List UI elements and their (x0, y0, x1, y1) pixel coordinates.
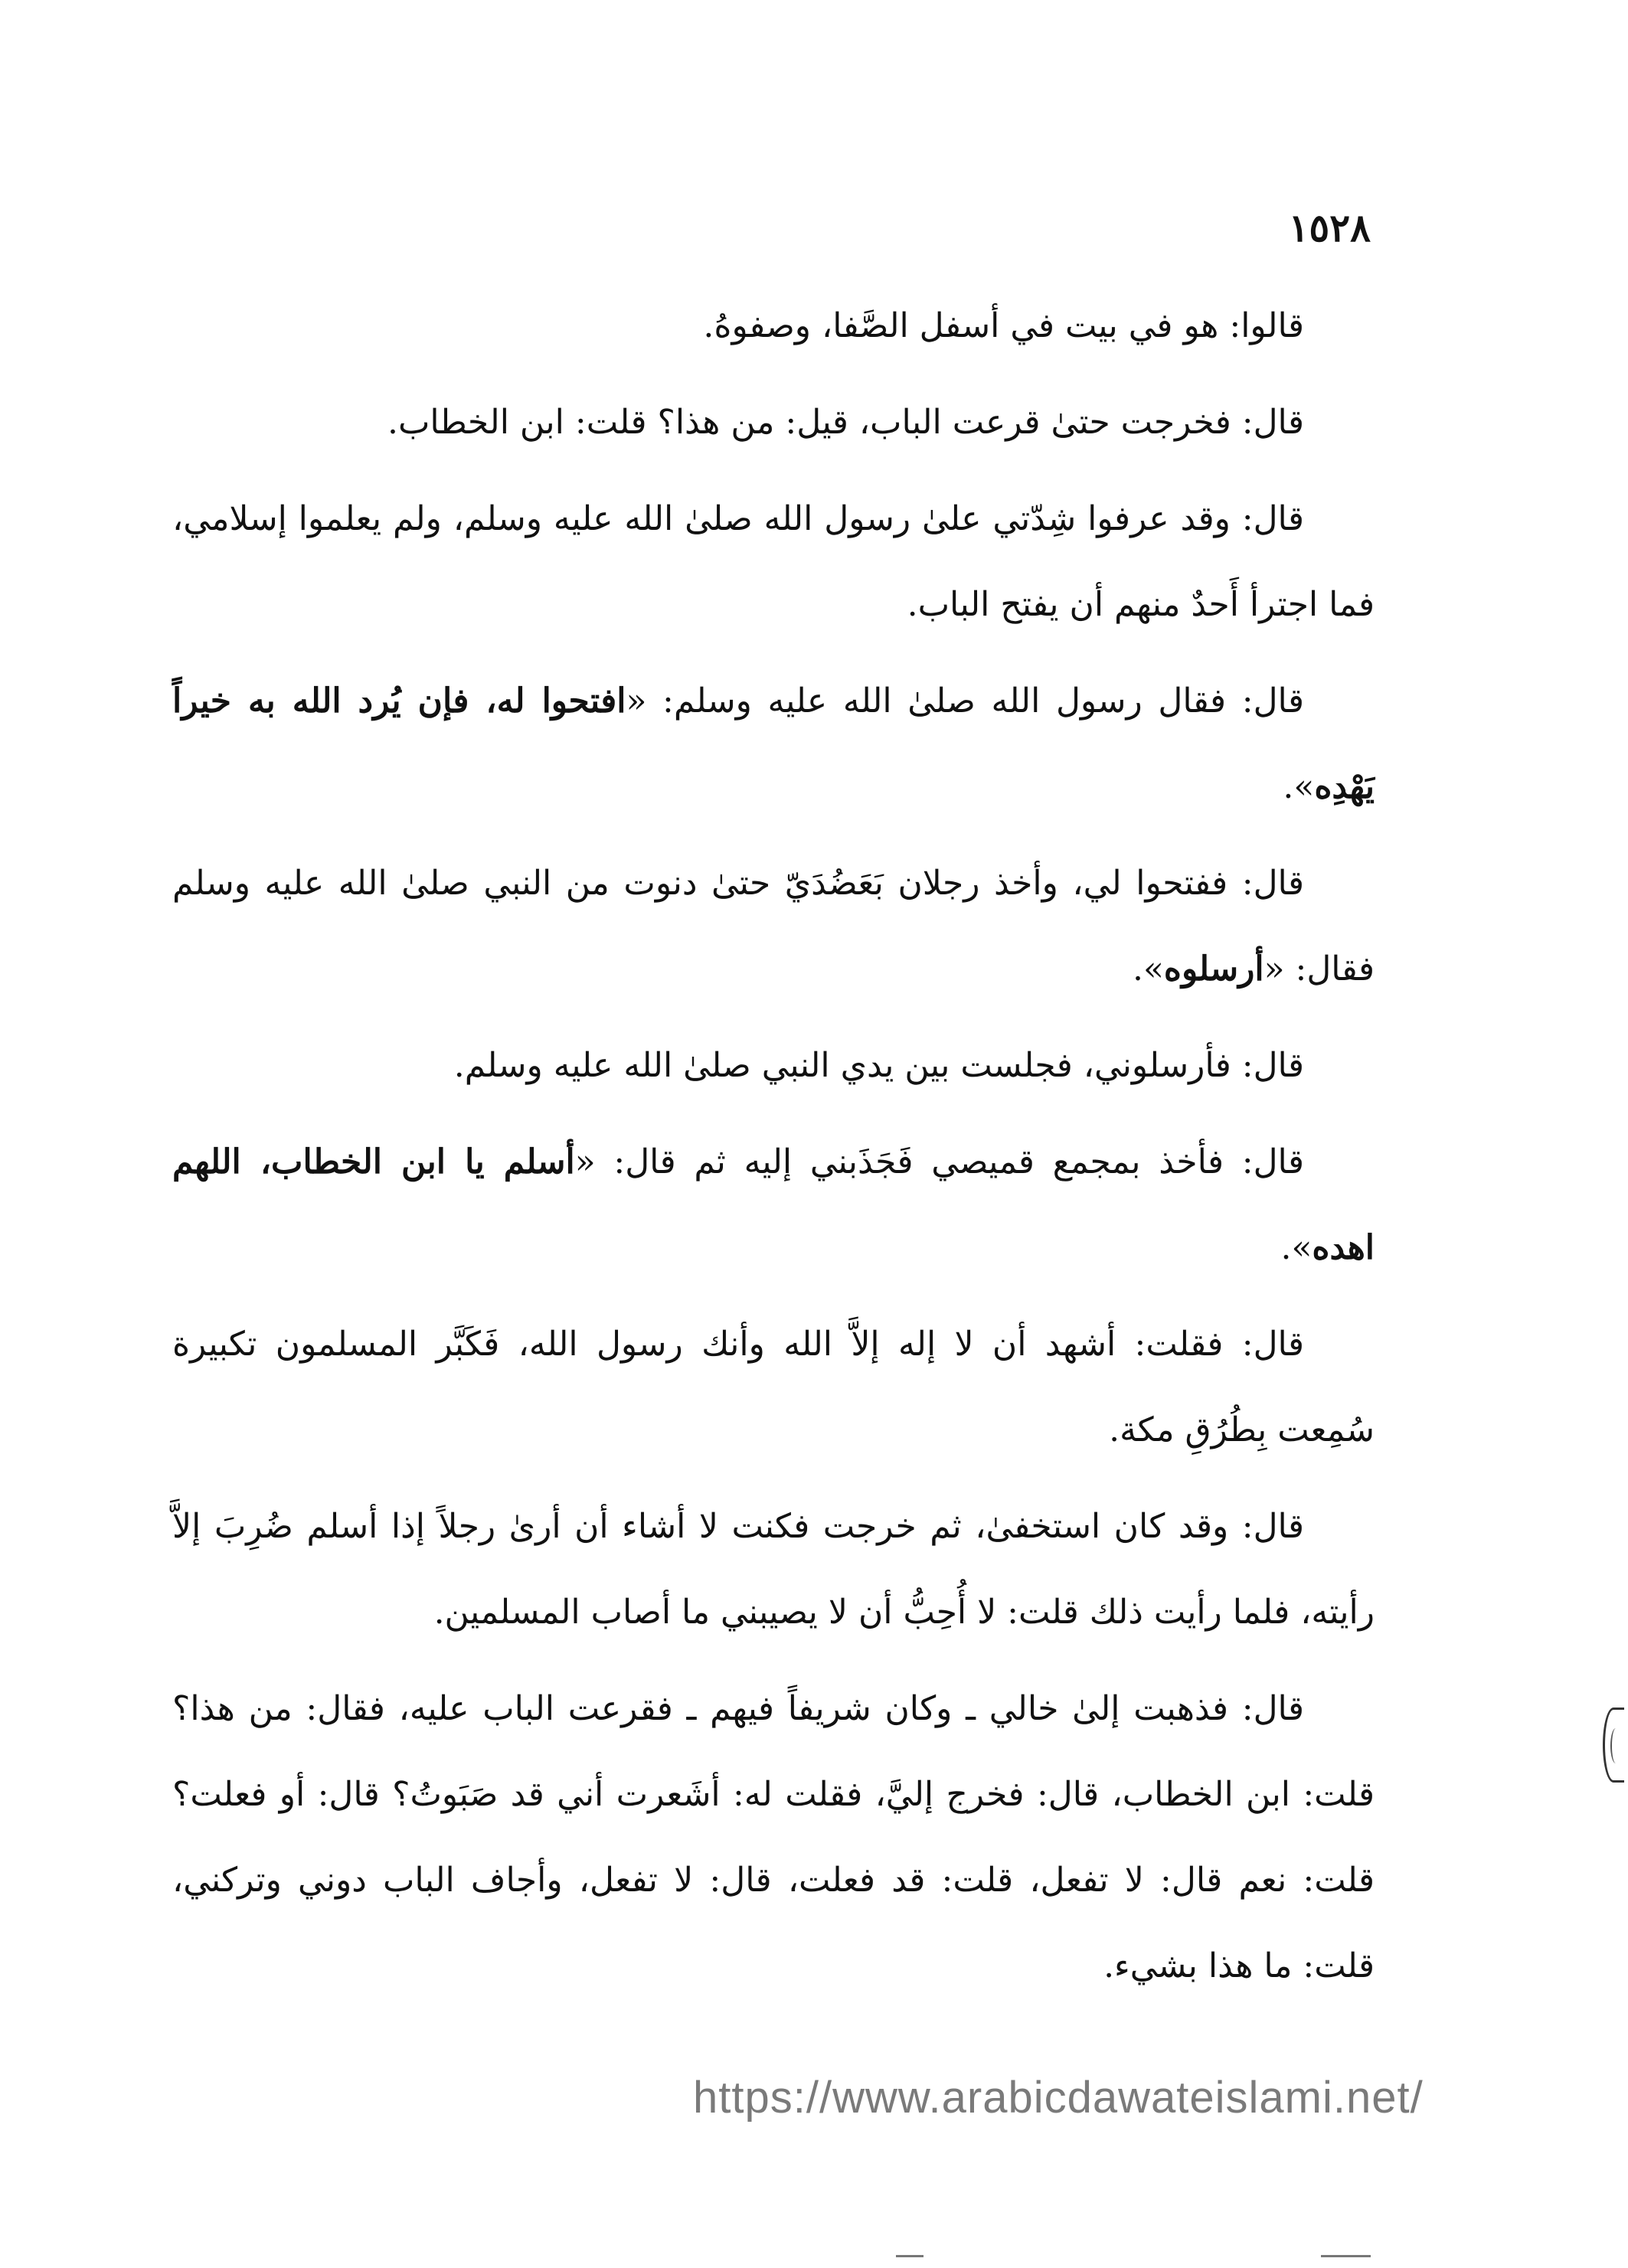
paragraph (172, 1119, 1375, 1291)
paragraph-text: قال: فقلت: أشهد أن لا إله إلاَّ الله وأنك رسول الله، فَكَبَّر المسلمون تكبيرة سُمِعت بِطُرُقِ مكة. (172, 1325, 1375, 1449)
paragraph-text: قال: وقد كان استخفىٰ، ثم خرجت فكنت لا أشاء أن أرىٰ رجلاً إذا أسلم ضُرِبَ إلاَّ رأيته، فلما رأيت ذلك قلت: لا أُحِبُّ أن لا يصيبني ما أصاب المسلمين. (172, 1507, 1375, 1632)
paragraph-text: ». (1280, 1228, 1313, 1267)
bottom-edge-marks (896, 2255, 1371, 2263)
quoted-hadith-text: افتحوا له، فإن يُرد الله به خيراً يَهْدِه (172, 681, 1375, 806)
paragraph (172, 659, 1375, 830)
body-text (172, 283, 1375, 2020)
paragraph (172, 1666, 1375, 2009)
paragraph (172, 1302, 1375, 1473)
paragraph-text: قال: وقد عرفوا شِدّتي علىٰ رسول الله صلىٰ الله عليه وسلم، ولم يعلموا إسلامي، فما اجترأ أَحدٌ منهم أن يفتح الباب. (172, 499, 1375, 624)
paragraph-text: ». (1283, 767, 1315, 806)
paragraph-text: قال: فذهبت إلىٰ خالي ـ وكان شريفاً فيهم ـ فقرعت الباب عليه، فقال: من هذا؟ قلت: ابن الخطاب، قال: فخرج إليَّ، فقلت له: أشَعرت أني قد صَبَوتُ؟ قال: أو فعلت؟ قلت: نعم قال: لا تفعل، قلت: قد فعلت، قال: لا تفعل، وأجاف الباب دوني وتركني، قلت: ما هذا بشيء. (172, 1689, 1375, 1985)
paragraph (172, 476, 1375, 648)
quoted-hadith-text: أرسلوه (1163, 949, 1264, 989)
paragraph-text: قالوا: هو في بيت في أسفل الصَّفا، وصفوهُ. (703, 306, 1304, 345)
paragraph (172, 841, 1375, 1012)
paragraph-text: قال: فقال رسول الله صلىٰ الله عليه وسلم: « (626, 681, 1304, 721)
paragraph (172, 380, 1375, 466)
watermark-url: https://www.arabicdawateislami.net/ (693, 2073, 1424, 2123)
paragraph (172, 1023, 1375, 1109)
paragraph (172, 1484, 1375, 1655)
paragraph-text: قال: فأخذ بمجمع قميصي فَجَذَبني إليه ثم قال: « (574, 1142, 1304, 1181)
paragraph (172, 283, 1375, 369)
quoted-hadith-text: أسلم يا ابن الخطاب، اللهم اهده (172, 1142, 1375, 1267)
paragraph-text: قال: فأرسلوني، فجلست بين يدي النبي صلىٰ الله عليه وسلم. (453, 1046, 1304, 1085)
page-number: ١٥٢٨ (1288, 205, 1371, 250)
margin-ornament-icon (1603, 1708, 1624, 1783)
paragraph-text: ». (1132, 949, 1164, 989)
paragraph-text: قال: فخرجت حتىٰ قرعت الباب، قيل: من هذا؟ قلت: ابن الخطاب. (387, 403, 1304, 442)
paragraph-text: قال: ففتحوا لي، وأخذ رجلان بَعَضُدَيّ حتىٰ دنوت من النبي صلىٰ الله عليه وسلم فقال: « (172, 864, 1375, 989)
